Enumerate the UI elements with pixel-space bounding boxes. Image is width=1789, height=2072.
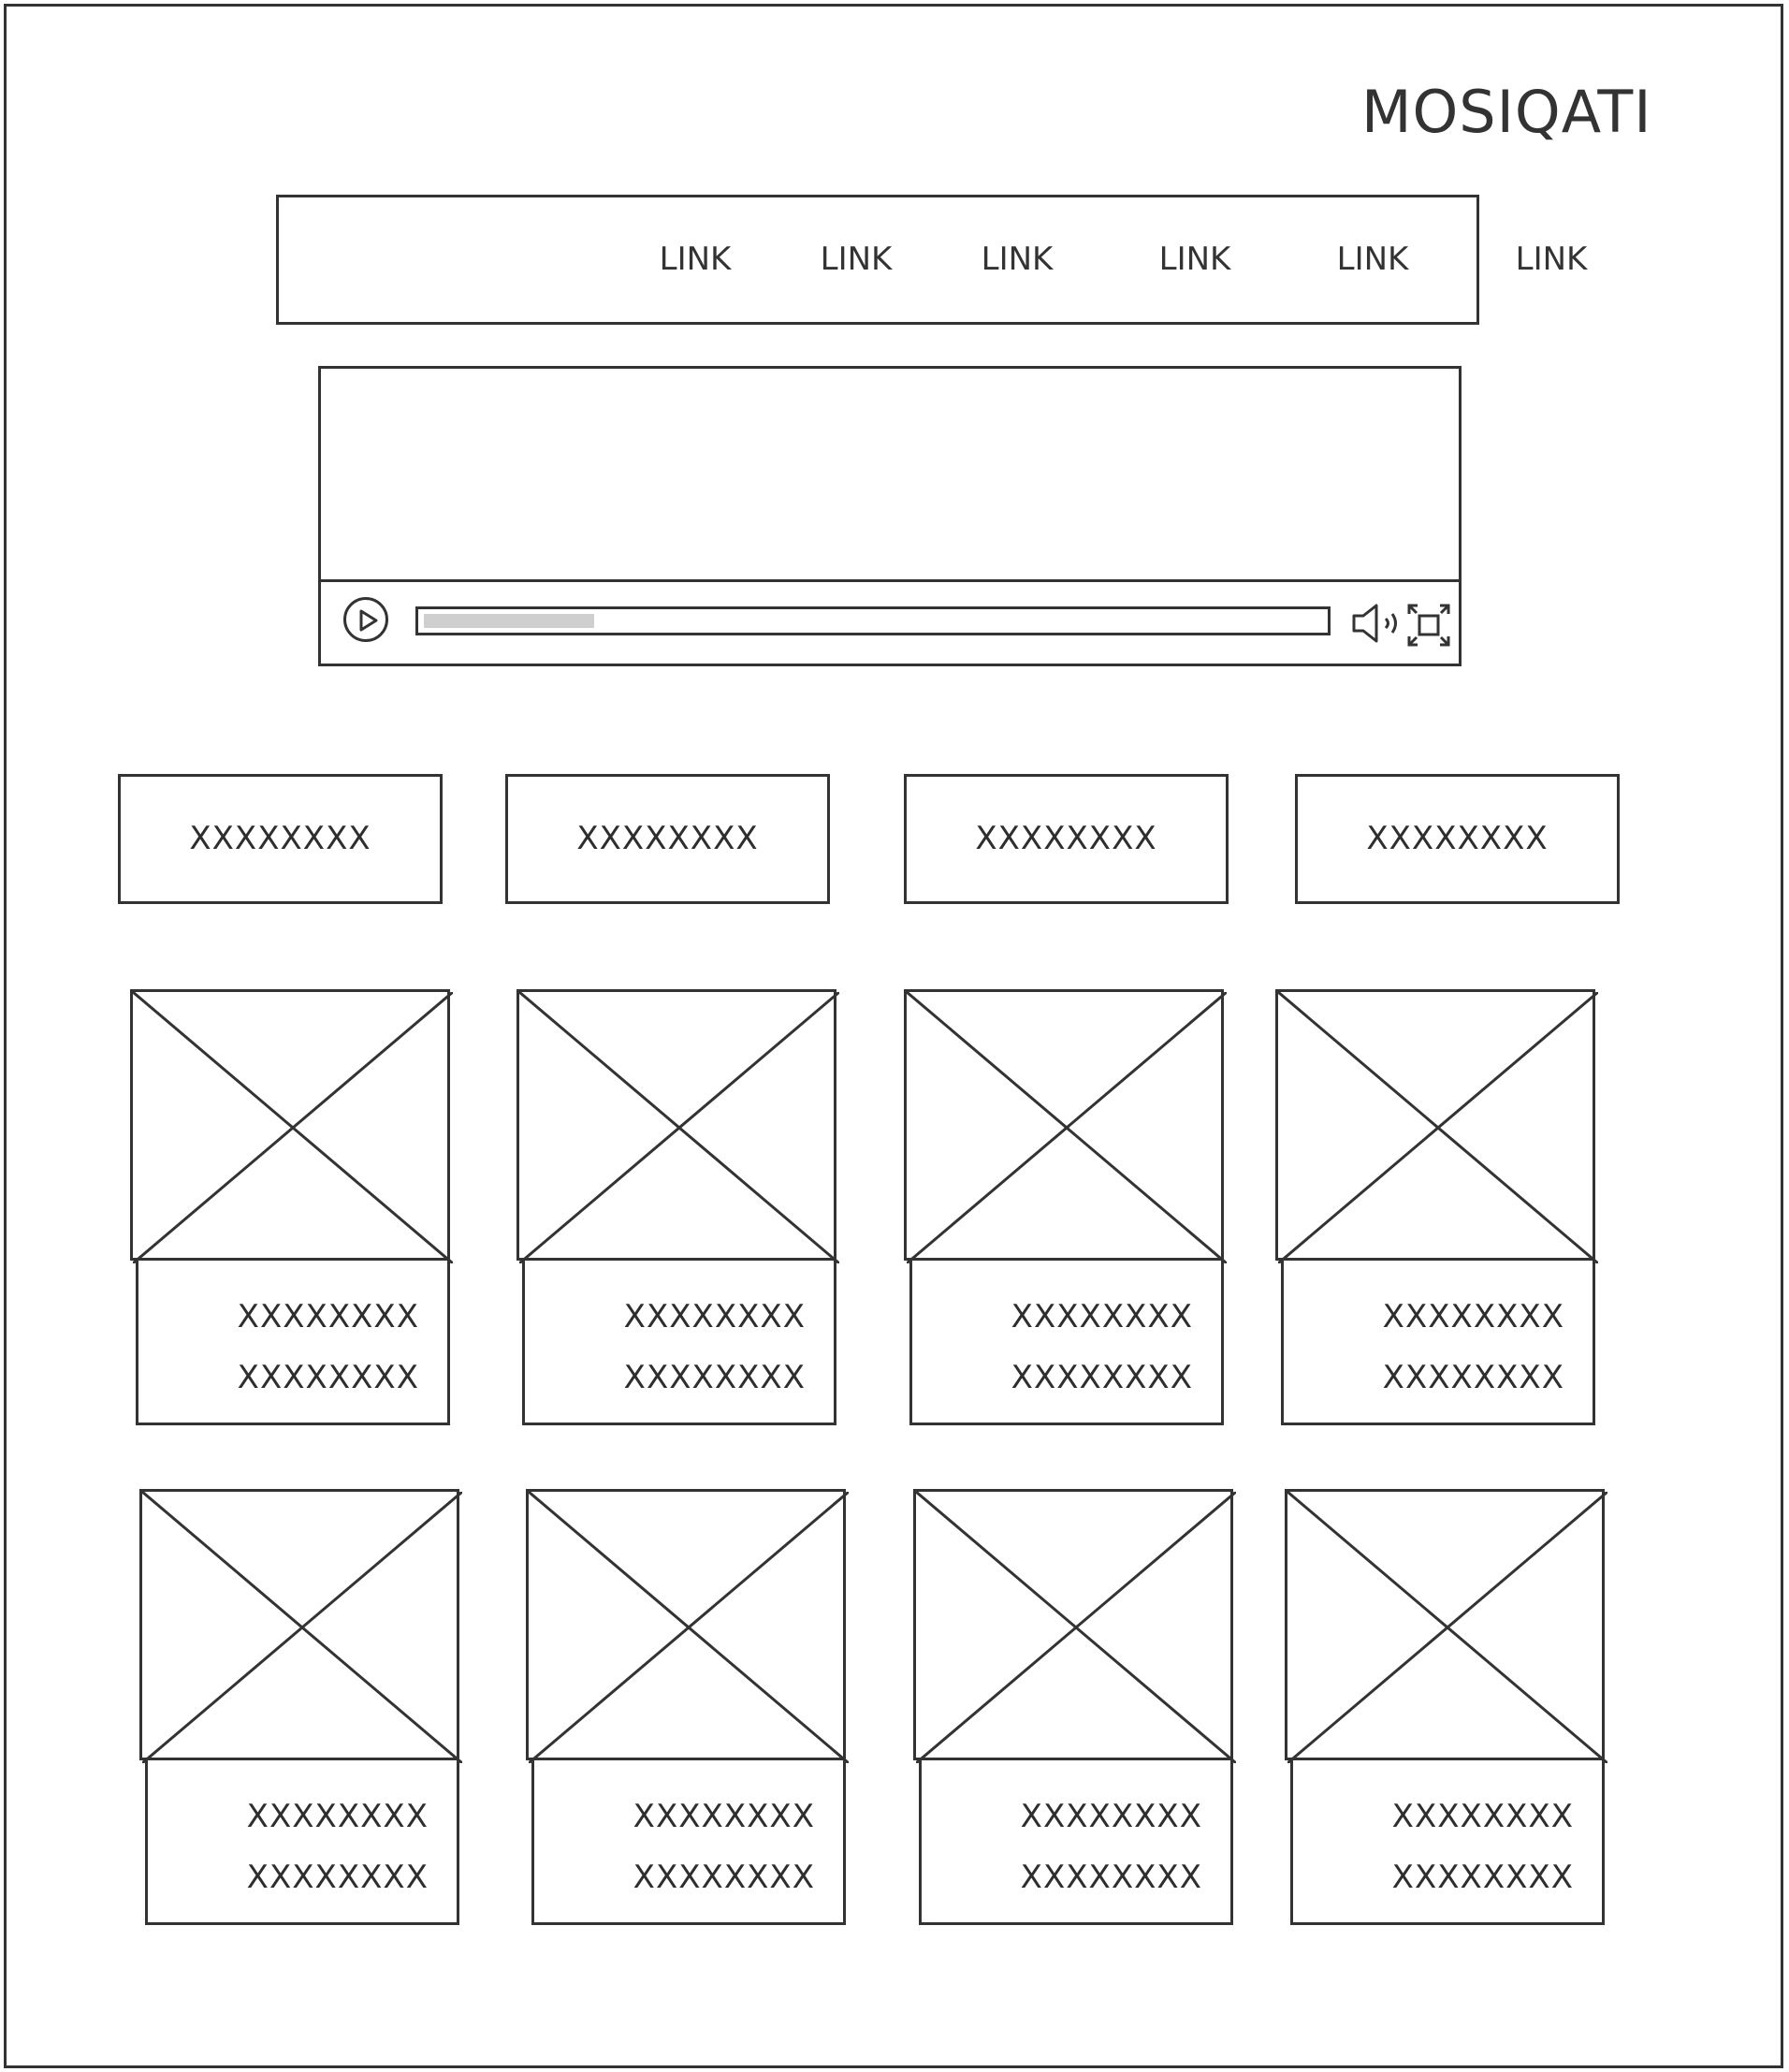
card-title: XXXXXXXX xyxy=(623,1298,806,1335)
card-subtitle: XXXXXXXX xyxy=(623,1359,806,1396)
nav-link-4[interactable]: LINK xyxy=(1158,241,1231,278)
play-icon xyxy=(358,609,379,632)
card-info xyxy=(522,1261,836,1425)
play-button[interactable] xyxy=(343,597,388,642)
nav-link-2[interactable]: LINK xyxy=(820,241,893,278)
card-title: XXXXXXXX xyxy=(633,1798,815,1835)
card-title: XXXXXXXX xyxy=(246,1798,429,1835)
card-subtitle: XXXXXXXX xyxy=(1011,1359,1193,1396)
category-button-3[interactable]: XXXXXXXX xyxy=(904,774,1229,904)
card-title: XXXXXXXX xyxy=(237,1298,419,1335)
seek-progress xyxy=(424,614,594,628)
card-info xyxy=(1290,1760,1605,1925)
card-info xyxy=(145,1760,459,1925)
image-placeholder xyxy=(904,989,1224,1261)
nav-link-1[interactable]: LINK xyxy=(659,241,732,278)
card-info xyxy=(1281,1261,1595,1425)
category-button-2[interactable]: XXXXXXXX xyxy=(505,774,830,904)
card-info xyxy=(531,1760,846,1925)
fullscreen-icon[interactable] xyxy=(1406,603,1451,648)
image-placeholder xyxy=(526,1489,846,1760)
card-info xyxy=(909,1261,1224,1425)
card-title: XXXXXXXX xyxy=(1382,1298,1564,1335)
image-placeholder xyxy=(139,1489,459,1760)
card-subtitle: XXXXXXXX xyxy=(1020,1859,1202,1896)
card-title: XXXXXXXX xyxy=(1011,1298,1193,1335)
image-placeholder xyxy=(130,989,450,1261)
card-info xyxy=(136,1261,450,1425)
video-player[interactable] xyxy=(318,366,1462,666)
card-info xyxy=(919,1760,1233,1925)
image-placeholder xyxy=(516,989,836,1261)
image-placeholder xyxy=(1275,989,1595,1261)
nav-link-6[interactable]: LINK xyxy=(1515,241,1588,278)
player-controls xyxy=(321,579,1459,664)
nav-link-5[interactable]: LINK xyxy=(1336,241,1409,278)
category-button-4[interactable]: XXXXXXXX xyxy=(1295,774,1620,904)
site-logo[interactable]: MOSIQATI xyxy=(1361,78,1652,146)
nav-bar xyxy=(276,195,1588,325)
card-subtitle: XXXXXXXX xyxy=(1382,1359,1564,1396)
seek-bar[interactable] xyxy=(415,606,1331,635)
volume-icon[interactable] xyxy=(1350,603,1403,644)
image-placeholder xyxy=(1285,1489,1605,1760)
card-subtitle: XXXXXXXX xyxy=(1391,1859,1574,1896)
card-title: XXXXXXXX xyxy=(1391,1798,1574,1835)
nav-link-3[interactable]: LINK xyxy=(981,241,1054,278)
card-subtitle: XXXXXXXX xyxy=(237,1359,419,1396)
card-subtitle: XXXXXXXX xyxy=(246,1859,429,1896)
card-subtitle: XXXXXXXX xyxy=(633,1859,815,1896)
card-title: XXXXXXXX xyxy=(1020,1798,1202,1835)
category-button-1[interactable]: XXXXXXXX xyxy=(118,774,443,904)
image-placeholder xyxy=(913,1489,1233,1760)
